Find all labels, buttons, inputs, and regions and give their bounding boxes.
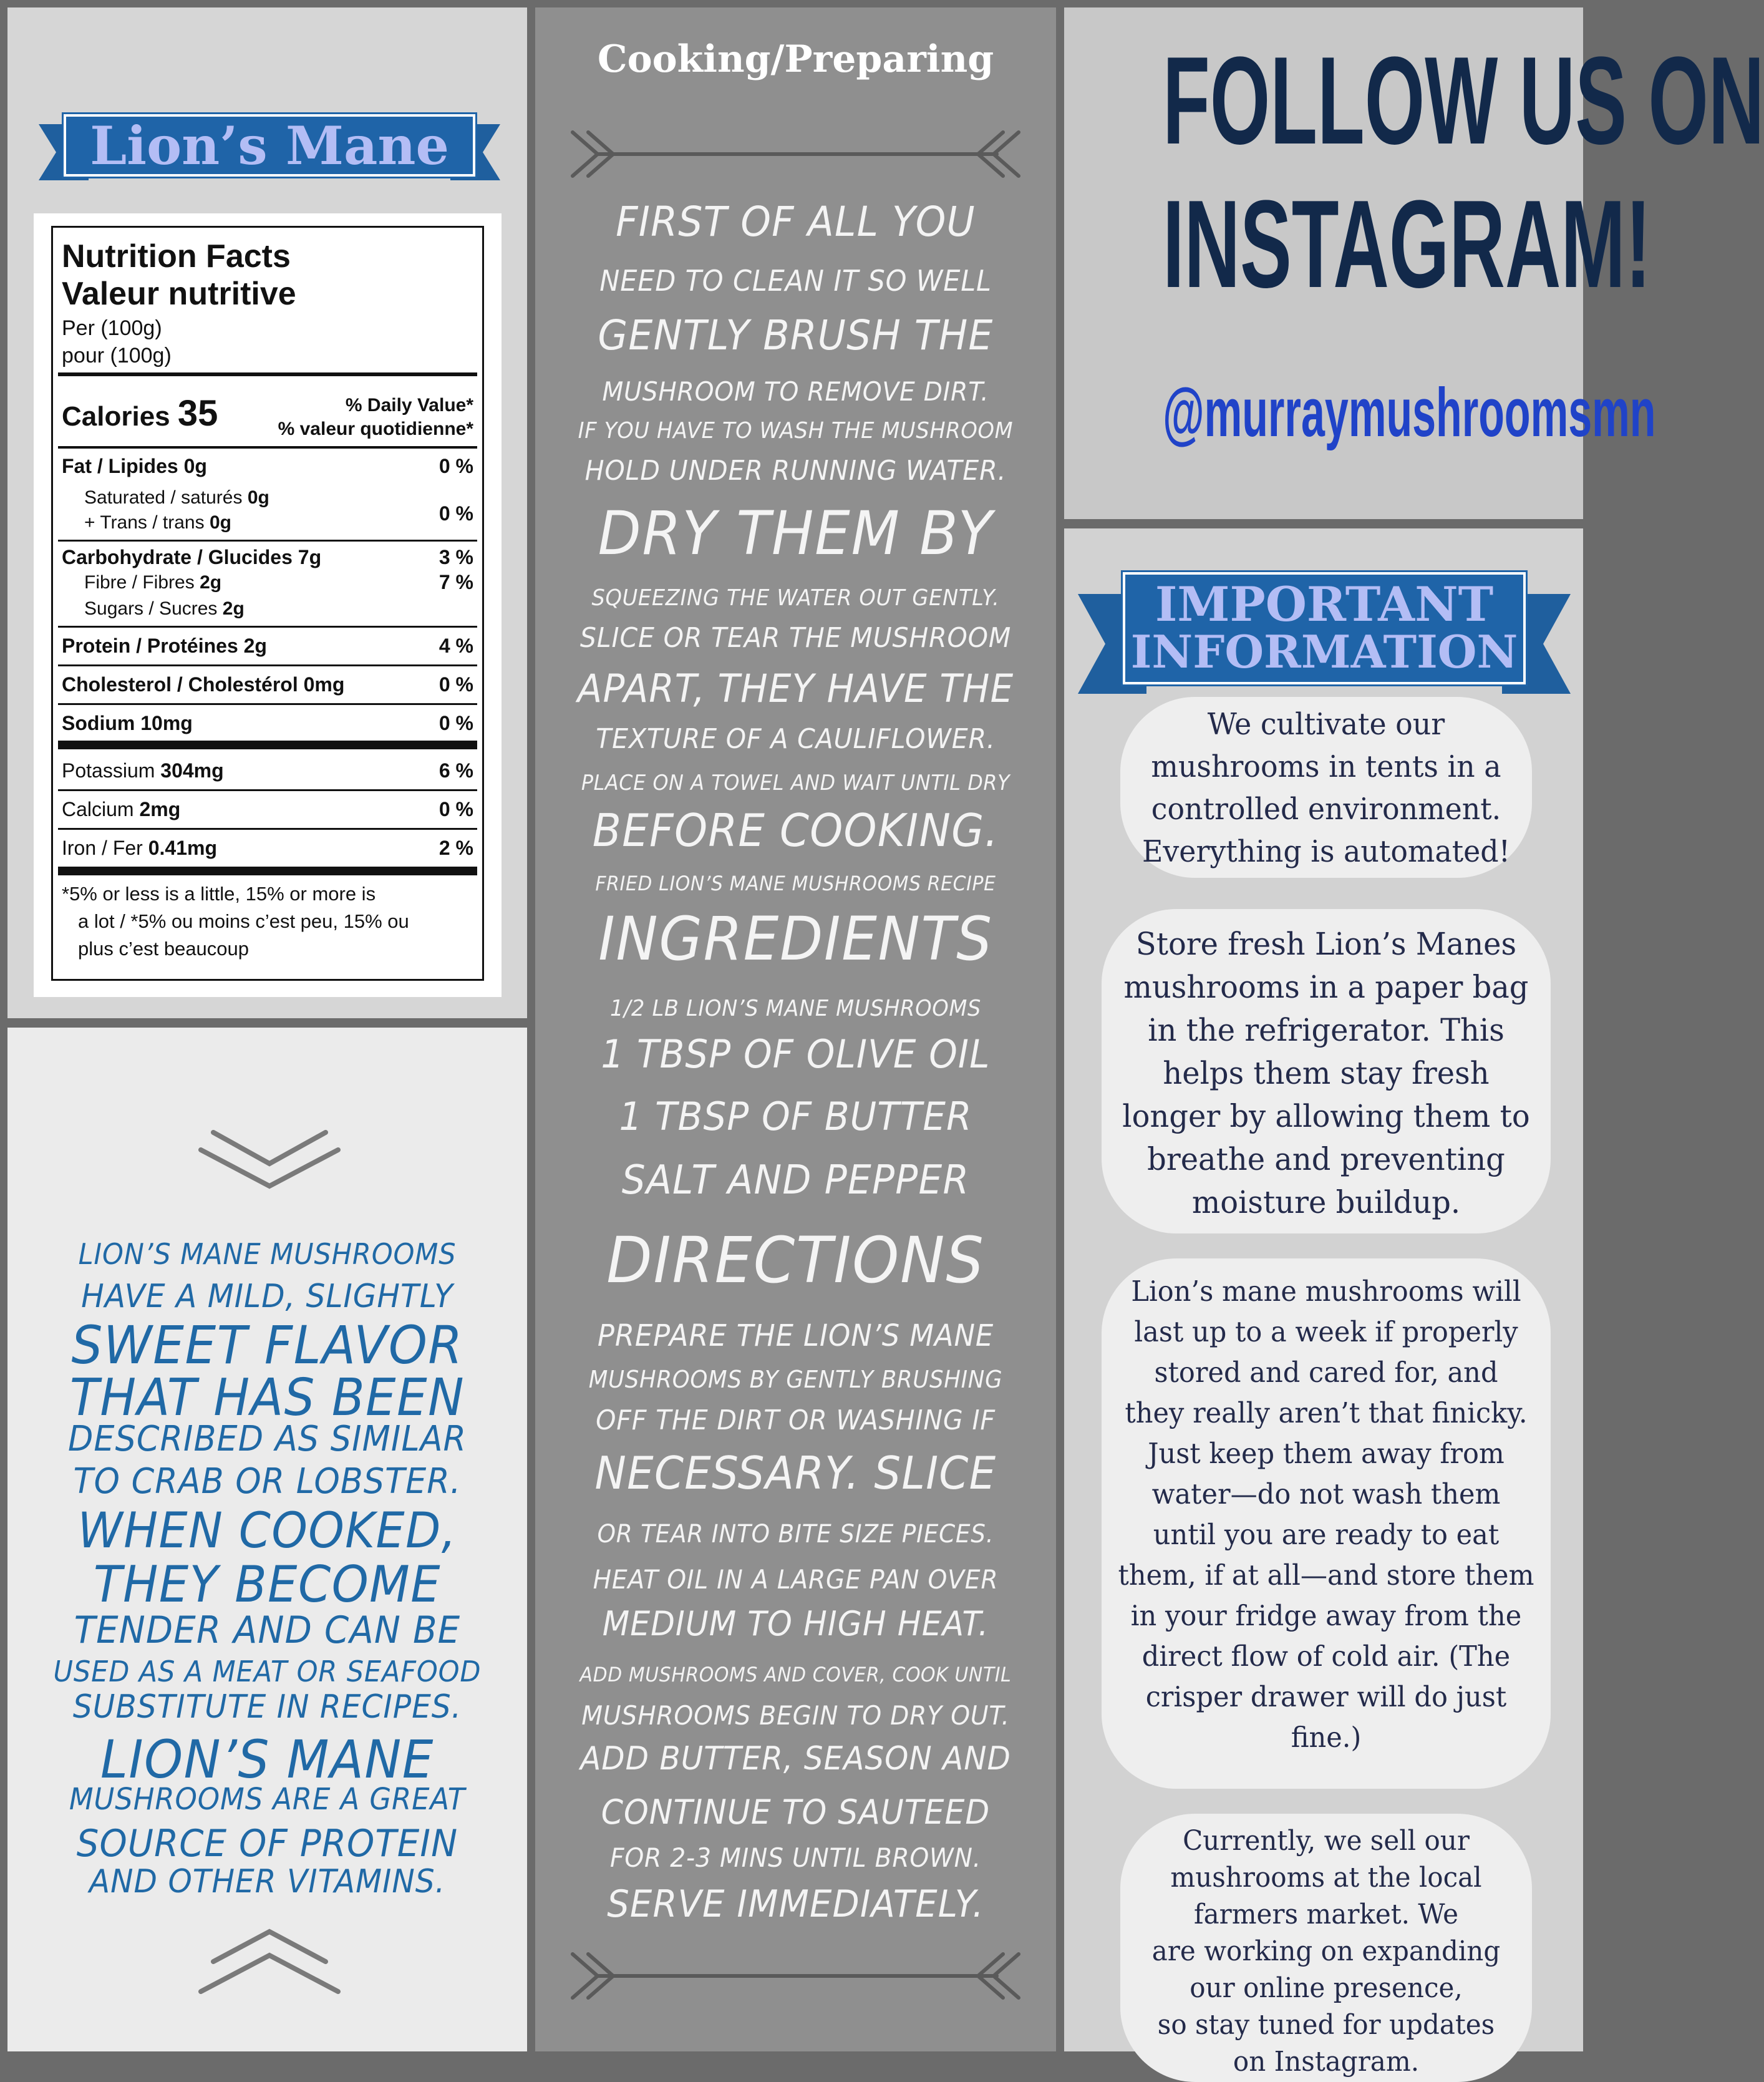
- nutrition-title-en: Nutrition Facts: [62, 238, 291, 275]
- info-line: farmers market. We: [1194, 1899, 1458, 1930]
- fibre-dv: 7 %: [439, 571, 473, 593]
- instruction-line: 1 TBSP OF BUTTER: [619, 1094, 972, 1139]
- info-line: they really aren’t that finicky.: [1125, 1396, 1528, 1429]
- sugars-row: Sugars / Sucres 2g: [84, 598, 245, 619]
- info-line: crisper drawer will do just: [1145, 1680, 1507, 1713]
- description-line: AND OTHER VITAMINS.: [89, 1863, 446, 1900]
- follow-heading-line1: FOLLOW US ON: [1163, 31, 1764, 170]
- info-line: fine.): [1291, 1721, 1362, 1754]
- instruction-line: NECESSARY. SLICE: [594, 1447, 997, 1499]
- instruction-line: DRY THEM BY: [598, 499, 994, 568]
- nutrition-facts-label: [34, 213, 502, 997]
- instruction-line: FRIED LION’S MANE MUSHROOMS RECIPE: [595, 872, 996, 895]
- info-line: are working on expanding: [1151, 1935, 1501, 1967]
- instruction-line: SQUEEZING THE WATER OUT GENTLY.: [591, 585, 1000, 611]
- serving-pour: pour (100g): [62, 344, 172, 367]
- fat-row: Fat / Lipides 0g 0 %: [62, 455, 473, 477]
- saturated-row: Saturated / saturés 0g: [84, 487, 269, 508]
- info-line: direct flow of cold air. (The: [1141, 1640, 1511, 1673]
- instruction-line: TEXTURE OF A CAULIFLOWER.: [596, 723, 996, 755]
- description-line: SOURCE OF PROTEIN: [76, 1822, 458, 1866]
- instruction-line: NEED TO CLEAN IT SO WELL: [599, 264, 992, 298]
- info-line: helps them stay fresh: [1163, 1055, 1490, 1091]
- instruction-line: PLACE ON A TOWEL AND WAIT UNTIL DRY: [581, 771, 1010, 795]
- description-line: SWEET FLAVOR: [71, 1315, 463, 1376]
- instruction-line: MEDIUM TO HIGH HEAT.: [602, 1604, 989, 1643]
- rule: [58, 372, 477, 376]
- instruction-line: PREPARE THE LION’S MANE: [597, 1318, 994, 1353]
- description-line: LION’S MANE MUSHROOMS: [78, 1237, 457, 1271]
- description-line: LION’S MANE: [100, 1729, 434, 1790]
- sodium-row: Sodium 10mg 0 %: [62, 712, 473, 734]
- banner-line1: IMPORTANT: [1155, 576, 1494, 632]
- description-line: TO CRAB OR LOBSTER.: [73, 1461, 462, 1502]
- chevron-up-decoration-icon: [188, 1923, 351, 2004]
- instruction-line: SLICE OR TEAR THE MUSHROOM: [579, 622, 1012, 654]
- footnote-1: *5% or less is a little, 15% or more is: [62, 883, 376, 905]
- lions-mane-banner: [39, 110, 500, 185]
- iron-row: Iron / Fer 0.41mg 2 %: [62, 837, 473, 859]
- info-bubble-cultivation: [1120, 697, 1532, 878]
- description-line: WHEN COOKED,: [77, 1503, 457, 1559]
- description-line: MUSHROOMS ARE A GREAT: [69, 1782, 466, 1817]
- arrow-divider-icon: [560, 1942, 1031, 2010]
- instruction-line: SALT AND PEPPER: [621, 1157, 970, 1204]
- serving-per: Per (100g): [62, 316, 162, 340]
- instruction-line: APART, THEY HAVE THE: [577, 666, 1014, 711]
- description-line: DESCRIBED AS SIMILAR: [68, 1419, 467, 1459]
- instruction-line: ADD BUTTER, SEASON AND: [580, 1740, 1011, 1778]
- calories-value: 35: [177, 393, 218, 434]
- chevron-down-decoration-icon: [188, 1121, 351, 1202]
- info-line: our online presence,: [1190, 1972, 1463, 2004]
- arrow-divider-icon: [560, 120, 1031, 188]
- info-line: until you are ready to eat: [1153, 1518, 1500, 1551]
- info-line: We cultivate our: [1207, 707, 1445, 742]
- info-line: Store fresh Lion’s Manes: [1135, 926, 1517, 962]
- info-line: controlled environment.: [1151, 792, 1501, 827]
- cooking-heading: Cooking/Preparing: [597, 37, 994, 81]
- info-line: them, if at all—and store them: [1118, 1559, 1534, 1592]
- daily-value-en: % Daily Value*: [345, 395, 473, 416]
- cholesterol-row: Cholesterol / Cholestérol 0mg 0 %: [62, 673, 473, 696]
- instruction-line: MUSHROOMS BY GENTLY BRUSHING: [588, 1366, 1003, 1393]
- fibre-row: Fibre / Fibres 2g: [84, 572, 222, 593]
- protein-row: Protein / Protéines 2g 4 %: [62, 635, 473, 657]
- instagram-handle[interactable]: @murraymushroomsmn: [1163, 374, 1656, 451]
- instruction-line: IF YOU HAVE TO WASH THE MUSHROOM: [578, 418, 1014, 444]
- instruction-line: BEFORE COOKING.: [592, 804, 999, 857]
- description-line: SUBSTITUTE IN RECIPES.: [72, 1688, 462, 1726]
- important-info-panel: [1064, 528, 1583, 2078]
- instruction-line: 1 TBSP OF OLIVE OIL: [601, 1031, 991, 1077]
- instruction-line: FIRST OF ALL YOU: [616, 198, 976, 246]
- follow-heading-line2: INSTAGRAM!: [1163, 175, 1652, 314]
- description-line: THAT HAS BEEN: [69, 1368, 465, 1428]
- info-line: Everything is automated!: [1141, 834, 1511, 869]
- instruction-line: INGREDIENTS: [598, 904, 993, 974]
- instagram-panel: [1064, 7, 1764, 519]
- instruction-line: CONTINUE TO SAUTEED: [601, 1793, 991, 1832]
- potassium-row: Potassium 304mg 6 %: [62, 759, 473, 782]
- cooking-panel: [535, 7, 1056, 2051]
- footnote-3: plus c’est beaucoup: [78, 938, 250, 960]
- info-line: mushrooms in tents in a: [1151, 749, 1501, 784]
- info-line: Currently, we sell our: [1183, 1825, 1470, 1857]
- info-line: last up to a week if properly: [1134, 1315, 1518, 1348]
- info-line: in your fridge away from the: [1130, 1599, 1522, 1632]
- description-panel: [7, 1028, 527, 2051]
- nutrition-title-fr: Valeur nutritive: [62, 276, 296, 312]
- calories-label: Calories: [62, 401, 170, 432]
- info-line: mushrooms in a paper bag: [1123, 969, 1529, 1005]
- description-line: TENDER AND CAN BE: [74, 1608, 461, 1652]
- carbohydrate-row: Carbohydrate / Glucides 7g 3 %: [62, 546, 473, 568]
- instruction-line: MUSHROOMS BEGIN TO DRY OUT.: [581, 1700, 1010, 1731]
- instruction-line: SERVE IMMEDIATELY.: [607, 1882, 984, 1926]
- instruction-line: MUSHROOM TO REMOVE DIRT.: [602, 376, 989, 407]
- description-line: USED AS A MEAT OR SEAFOOD: [53, 1655, 482, 1688]
- info-line: Just keep them away from: [1148, 1437, 1505, 1470]
- daily-value-fr: % valeur quotidienne*: [278, 419, 473, 439]
- instruction-line: HOLD UNDER RUNNING WATER.: [584, 455, 1007, 487]
- calcium-row: Calcium 2mg 0 %: [62, 798, 473, 820]
- instruction-line: OR TEAR INTO BITE SIZE PIECES.: [597, 1520, 994, 1549]
- info-line: mushrooms at the local: [1170, 1862, 1482, 1894]
- trans-row: + Trans / trans 0g: [84, 512, 231, 533]
- info-line: on Instagram.: [1233, 2046, 1420, 2078]
- banner-title: Lion’s Mane: [90, 115, 449, 177]
- info-line: so stay tuned for updates: [1157, 2009, 1495, 2041]
- instruction-line: FOR 2-3 MINS UNTIL BROWN.: [609, 1842, 982, 1873]
- info-line: stored and cared for, and: [1154, 1356, 1498, 1389]
- saturated-dv: 0 %: [439, 502, 473, 525]
- info-line: moisture buildup.: [1191, 1184, 1461, 1220]
- important-information-banner: [1078, 566, 1571, 703]
- info-bubble-shelf-life: [1102, 1258, 1551, 1789]
- info-bubble-market: [1120, 1814, 1532, 2082]
- info-line: water—do not wash them: [1151, 1477, 1501, 1510]
- info-line: Lion’s mane mushrooms will: [1131, 1275, 1521, 1308]
- instruction-line: 1/2 LB LION’S MANE MUSHROOMS: [609, 996, 982, 1021]
- info-line: longer by allowing them to: [1122, 1098, 1530, 1134]
- info-line: breathe and preventing: [1147, 1141, 1505, 1177]
- instruction-line: OFF THE DIRT OR WASHING IF: [596, 1404, 996, 1436]
- footnote-2: a lot / *5% ou moins c’est peu, 15% ou: [78, 910, 409, 932]
- description-line: THEY BECOME: [93, 1555, 442, 1613]
- info-line: in the refrigerator. This: [1148, 1012, 1505, 1048]
- instruction-line: DIRECTIONS: [606, 1223, 985, 1298]
- instruction-line: ADD MUSHROOMS AND COVER, COOK UNTIL: [579, 1663, 1012, 1686]
- banner-line2: INFORMATION: [1130, 625, 1518, 678]
- description-line: HAVE A MILD, SLIGHTLY: [81, 1278, 453, 1315]
- info-bubble-storage: [1102, 909, 1551, 1233]
- instruction-line: GENTLY BRUSH THE: [598, 311, 994, 359]
- nutrition-panel: [7, 7, 527, 1018]
- instruction-line: HEAT OIL IN A LARGE PAN OVER: [593, 1564, 999, 1595]
